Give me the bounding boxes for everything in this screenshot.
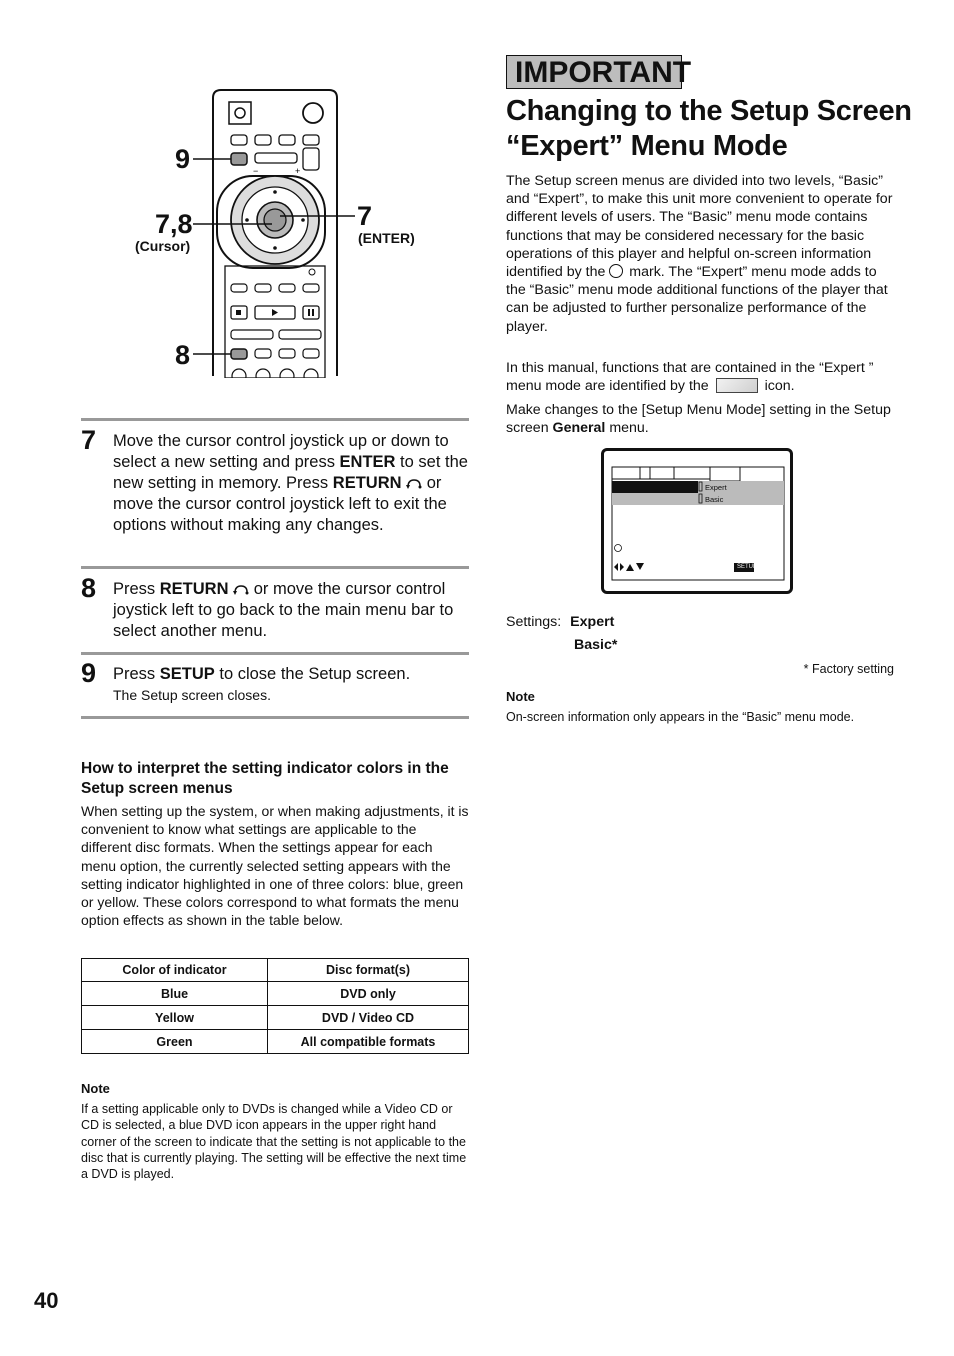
table-cell: DVD / Video CD — [268, 1006, 469, 1030]
svg-text:+: + — [295, 166, 301, 176]
table-row — [82, 982, 469, 1006]
intro-text-b: mark. The “Expert” menu mode adds to the “Basic” menu mode additional functions of the player that can be adjusted to further personalize performance of the player. — [506, 264, 888, 335]
settings-line — [506, 614, 614, 630]
callout-enter: (ENTER) — [358, 230, 415, 246]
step-9-text — [113, 664, 473, 705]
step-8-text — [113, 579, 473, 642]
step-9-text-b: to close the Setup screen. — [214, 665, 411, 683]
step-7-text-a: Move the cursor control joystick up or down to select a new setting and press — [113, 432, 449, 471]
step-9-subtext: The Setup screen closes. — [113, 687, 271, 703]
expert-paragraph — [506, 359, 898, 395]
table-cell: Green — [82, 1030, 268, 1054]
note-body-right: On-screen information only appears in the “Basic” menu mode. — [506, 710, 855, 724]
callout-cursor: (Cursor) — [135, 238, 191, 254]
general-text-b: menu. — [605, 420, 649, 437]
page-number: 40 — [34, 1288, 59, 1313]
step-divider — [81, 566, 469, 569]
step-7-enter: ENTER — [339, 453, 396, 471]
intro-text-a: The Setup screen menus are divided into two levels, “Basic” and “Expert”, to make this unit more convenient to operate for different levels of users. The “Basic” menu mode contains functions that may be considered necessary for the basic operations of this player and helpful on-screen information identified by the — [506, 173, 893, 281]
table-cell: Yellow — [82, 1006, 268, 1030]
info-circle-icon — [609, 264, 623, 278]
table-row — [82, 1006, 469, 1030]
callout-7-8: 7,8 — [155, 209, 193, 239]
step-divider — [81, 652, 469, 655]
return-icon — [233, 584, 249, 595]
factory-setting-note: * Factory setting — [803, 662, 894, 676]
osd-option-basic: Basic — [705, 495, 724, 504]
step-7-text-b: to set the new setting in memory. Press — [113, 453, 468, 492]
step-8-text-b: or move the cursor control joystick left to go back to the main menu bar to select another menu. — [113, 580, 454, 640]
step-7-number: 7 — [81, 425, 97, 455]
callout-7: 7 — [357, 201, 373, 231]
step-7-return: RETURN — [332, 474, 402, 492]
osd-setup-badge: SETUP — [737, 564, 758, 570]
table-header: Color of indicator — [82, 959, 268, 982]
return-icon — [406, 478, 422, 489]
general-paragraph — [506, 401, 898, 437]
general-menu-name: General — [552, 420, 606, 437]
note-heading-right: Note — [506, 689, 535, 704]
step-7-text-c: or move the cursor control joystick left to exit the options without making any changes. — [113, 474, 447, 534]
remote-control-illustration — [135, 88, 415, 378]
svg-text:−: − — [253, 166, 259, 176]
note-body: If a setting applicable only to DVDs is changed while a Video CD or CD is selected, a blue DVD icon appears in the upper right hand corner of the screen to indicate that the setting is not applicable to the disc that is currently playing. The setting will be effective the next time a DVD is played. — [81, 1102, 467, 1182]
step-9-text-a: Press — [113, 665, 160, 683]
important-banner: IMPORTANT — [506, 55, 682, 89]
step-8-number: 8 — [81, 573, 97, 603]
table-cell: DVD only — [268, 982, 469, 1006]
indicator-color-table — [81, 958, 469, 1054]
setup-screen-drawing — [604, 451, 790, 591]
expert-text-b: icon. — [760, 378, 795, 395]
step-8-text-a: Press — [113, 580, 160, 598]
step-divider — [81, 418, 469, 421]
page-title: Changing to the Setup Screen “Expert” Menu Mode — [506, 95, 912, 162]
intro-paragraph — [506, 172, 898, 336]
setting-basic: Basic* — [574, 637, 618, 653]
table-cell: All compatible formats — [268, 1030, 469, 1054]
table-header-row — [82, 959, 469, 982]
step-7-text — [113, 431, 473, 536]
callout-8: 8 — [175, 340, 191, 370]
section-heading: How to interpret the setting indicator colors in the Setup screen menus — [81, 760, 449, 797]
setting-expert: Expert — [570, 614, 615, 630]
step-9-number: 9 — [81, 658, 97, 688]
table-header: Disc format(s) — [268, 959, 469, 982]
general-text-a: Make changes to the [Setup Menu Mode] setting in the Setup screen — [506, 402, 891, 437]
table-row — [82, 1030, 469, 1054]
expert-text-a: In this manual, functions that are contained in the “Expert ” menu mode are identified by the — [506, 360, 874, 395]
section-body: When setting up the system, or when making adjustments, it is convenient to know what settings are applicable to the different disc formats. When the settings appear for each menu option, the currently selected setting appears with the setting indicator highlighted in one of three colors: blue, green or yellow. These colors correspond to what formats the menu option effects as shown in the table below. — [81, 803, 469, 929]
settings-label: Settings: — [506, 614, 562, 630]
step-9-setup: SETUP — [159, 665, 215, 683]
setup-screen-illustration — [601, 448, 793, 594]
osd-option-expert: Expert — [705, 483, 727, 492]
step-divider — [81, 716, 469, 719]
note-heading: Note — [81, 1081, 110, 1096]
callout-9: 9 — [175, 144, 191, 174]
expert-mode-icon — [716, 378, 758, 393]
table-cell: Blue — [82, 982, 268, 1006]
step-8-return: RETURN — [159, 580, 229, 598]
